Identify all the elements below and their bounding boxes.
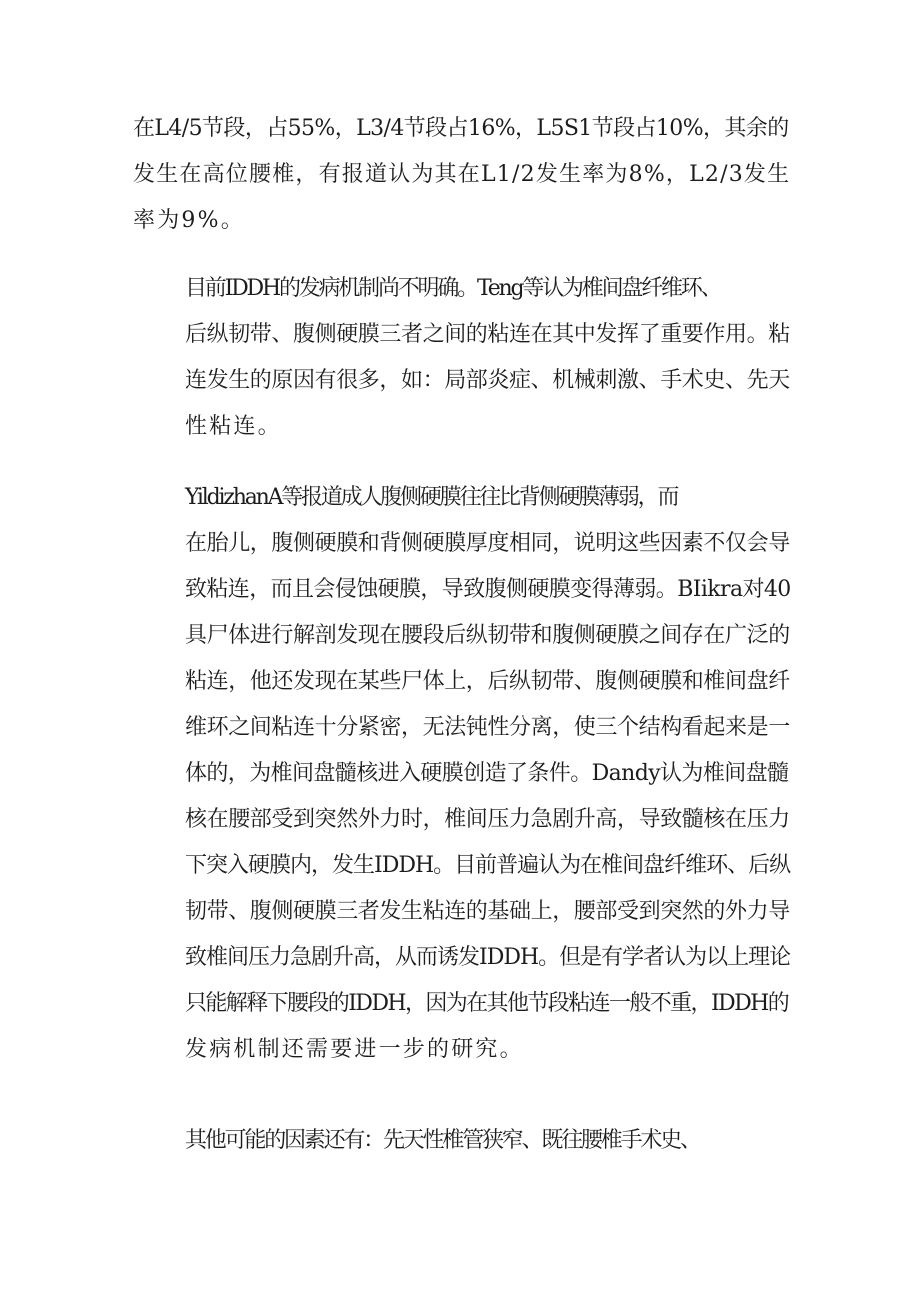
text-line: 发病机制还需要进一步的研究。 bbox=[185, 1037, 524, 1062]
text-line: 核在腰部受到突然外力时，椎间压力急剧升高，导致髓核在压力 bbox=[185, 807, 790, 832]
text-line: 下突入硬膜内，发生IDDH。目前普遍认为在椎间盘纤维环、后纵 bbox=[185, 853, 791, 878]
text-line: 体的，为椎间盘髓核进入硬膜创造了条件。Dandy认为椎间盘髓 bbox=[185, 761, 789, 786]
text-line: 致椎间压力急剧升高，从而诱发IDDH。但是有学者认为以上理论 bbox=[185, 945, 791, 970]
text-line: 在胎儿，腹侧硬膜和背侧硬膜厚度相同，说明这些因素不仅会导 bbox=[185, 531, 790, 556]
text-line: 致粘连，而且会侵蚀硬膜，导致腹侧硬膜变得薄弱。BIikra对40 bbox=[185, 577, 791, 602]
text-line: 率为9%。 bbox=[133, 208, 245, 233]
text-line: 韧带、腹侧硬膜三者发生粘连的基础上，腰部受到突然的外力导 bbox=[185, 899, 790, 924]
text-line: 性粘连。 bbox=[185, 414, 282, 439]
paragraph-other-factors bbox=[133, 1118, 793, 1164]
text-line: 只能解释下腰段的IDDH，因为在其他节段粘连一般不重，IDDH的 bbox=[185, 991, 789, 1016]
text-line: 后纵韧带、腹侧硬膜三者之间的粘连在其中发挥了重要作用。粘 bbox=[185, 322, 790, 347]
text-line: 目前IDDH的发病机制尚不明确。Teng等认为椎间盘纤维环、 bbox=[185, 276, 721, 301]
text-line: 粘连，他还发现在某些尸体上，后纵韧带、腹侧硬膜和椎间盘纤 bbox=[185, 669, 790, 694]
paragraph-adhesion-studies bbox=[133, 475, 793, 1073]
text-line: 在L4/5节段，占55%，L3/4节段占16%，L5S1节段占10%，其余的 bbox=[133, 116, 789, 141]
text-line: YildizhanA等报道成人腹侧硬膜往往比背侧硬膜薄弱，而 bbox=[185, 485, 678, 510]
text-line: 维环之间粘连十分紧密，无法钝性分离，使三个结构看起来是一 bbox=[185, 715, 790, 740]
paragraph-mechanism bbox=[133, 266, 793, 450]
text-line: 其他可能的因素还有：先天性椎管狭窄、既往腰椎手术史、 bbox=[185, 1128, 700, 1153]
paragraph-incidence bbox=[133, 106, 793, 244]
text-line: 发生在高位腰椎，有报道认为其在L1/2发生率为8%，L2/3发生 bbox=[133, 162, 791, 187]
text-line: 具尸体进行解剖发现在腰段后纵韧带和腹侧硬膜之间存在广泛的 bbox=[185, 623, 790, 648]
text-line: 连发生的原因有很多，如：局部炎症、机械刺激、手术史、先天 bbox=[185, 368, 790, 393]
